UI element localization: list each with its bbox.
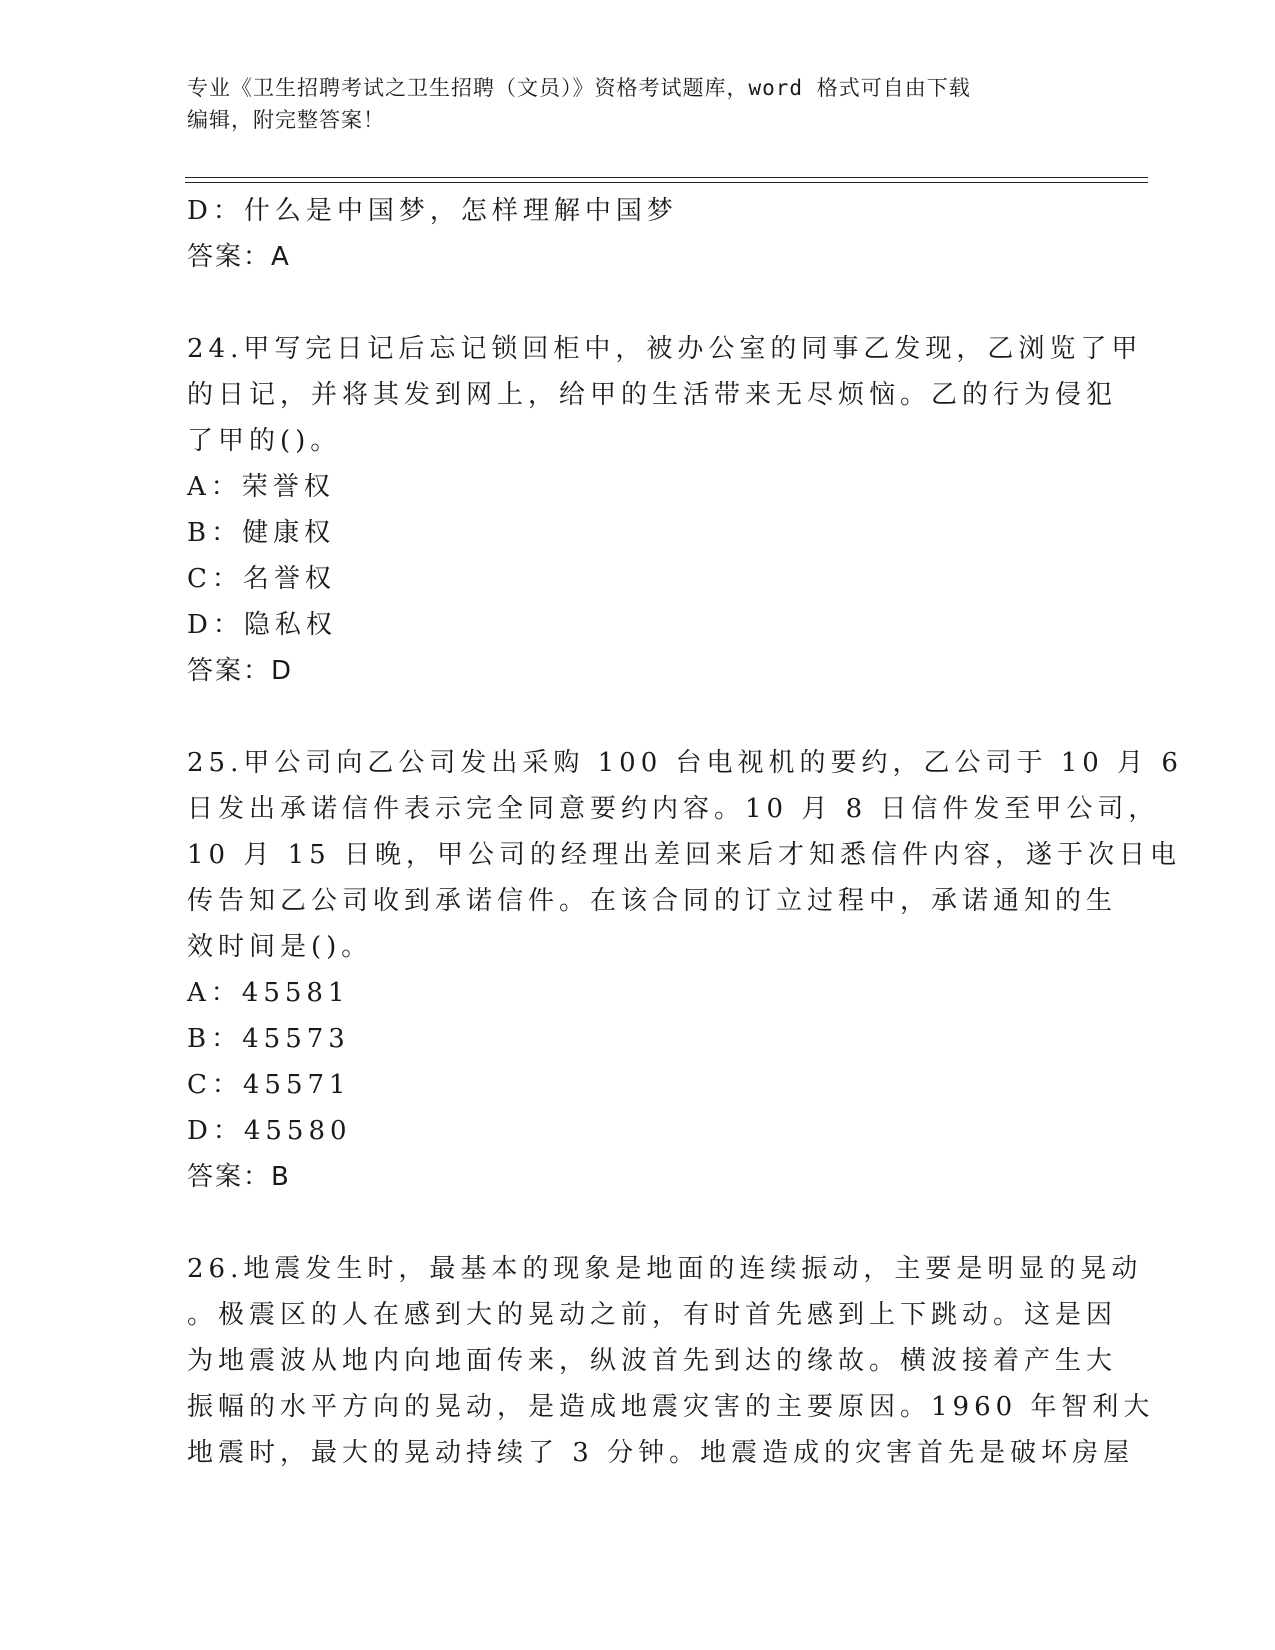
answer: 答案：B: [187, 1162, 291, 1192]
question-24: [187, 326, 1143, 694]
question-text-line: 效时间是()。: [187, 932, 373, 962]
header-rule-top: [185, 177, 1148, 178]
question-25: [187, 740, 1183, 1200]
question-text-line: 振幅的水平方向的晃动，是造成地震灾害的主要原因。1960 年智利大: [187, 1392, 1155, 1422]
option-c: C：45571: [187, 1070, 351, 1100]
header-line-1: 专业《卫生招聘考试之卫生招聘（文员）》资格考试题库，word 格式可自由下载: [187, 76, 971, 100]
header-line-2: 编辑，附完整答案！: [187, 108, 385, 132]
spacer: [187, 694, 1087, 740]
option-d: D：45580: [187, 1116, 352, 1146]
option-b: B：45573: [187, 1024, 350, 1054]
prev-option-d: D：什么是中国梦，怎样理解中国梦: [187, 196, 678, 226]
question-text-line: 25.甲公司向乙公司发出采购 100 台电视机的要约，乙公司于 10 月 6: [187, 748, 1183, 778]
question-text-line: 传告知乙公司收到承诺信件。在该合同的订立过程中，承诺通知的生: [187, 886, 1118, 916]
question-text-line: 为地震波从地内向地面传来，纵波首先到达的缘故。横波接着产生大: [187, 1346, 1118, 1376]
question-text-line: 10 月 15 日晚，甲公司的经理出差回来后才知悉信件内容，遂于次日电: [187, 840, 1181, 870]
question-text-line: 。极震区的人在感到大的晃动之前，有时首先感到上下跳动。这是因: [187, 1300, 1118, 1330]
option-a: A：荣誉权: [187, 472, 335, 502]
spacer: [187, 1200, 1087, 1246]
question-text-line: 26.地震发生时，最基本的现象是地面的连续振动，主要是明显的晃动: [187, 1254, 1143, 1284]
question-text-line: 了甲的()。: [187, 426, 342, 456]
header-rule-bottom: [185, 182, 1148, 183]
question-text-line: 地震时，最大的晃动持续了 3 分钟。地震造成的灾害首先是破坏房屋: [187, 1438, 1135, 1468]
option-c: C：名誉权: [187, 564, 336, 594]
document-header: [187, 72, 1087, 136]
option-a: A：45581: [187, 978, 350, 1008]
option-b: B：健康权: [187, 518, 336, 548]
answer: 答案：D: [187, 656, 294, 686]
option-d: D：隐私权: [187, 610, 337, 640]
question-text-line: 24.甲写完日记后忘记锁回柜中，被办公室的同事乙发现，乙浏览了甲: [187, 334, 1143, 364]
question-text-line: 日发出承诺信件表示完全同意要约内容。10 月 8 日信件发至甲公司，: [187, 794, 1160, 824]
question-26: [187, 1246, 1155, 1476]
document-body: [187, 188, 1183, 1476]
spacer: [187, 280, 1087, 326]
prev-answer: 答案：A: [187, 242, 291, 272]
question-text-line: 的日记，并将其发到网上，给甲的生活带来无尽烦恼。乙的行为侵犯: [187, 380, 1118, 410]
